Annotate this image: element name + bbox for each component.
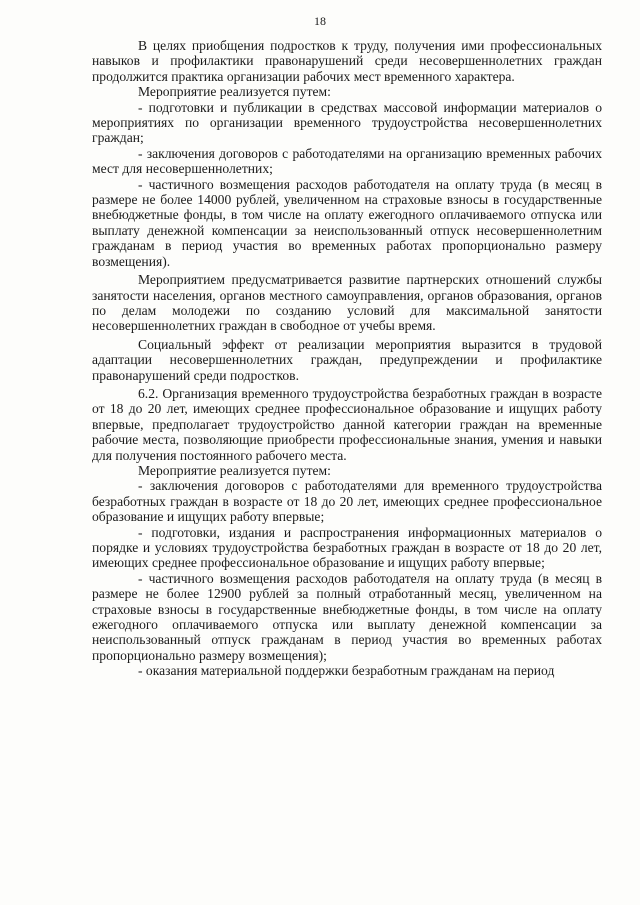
paragraph-social-effect: Социальный эффект от реализации мероприятия выразится в трудовой адаптации несовершеннолетних граждан, предупреждении и профилактике правонарушений среди подростков.	[92, 336, 602, 383]
document-body	[92, 38, 602, 679]
list-item-material-support: - оказания материальной поддержки безработным гражданам на период	[138, 663, 555, 679]
list-item-employer-contracts-18-20: - заключения договоров с работодателями для временного трудоустройства безработных граждан в возрасте от 18 до 20 лет, имеющих среднее профессиональное образование и ищущих работу впервые;	[92, 478, 602, 525]
list-item-info-materials: - подготовки, издания и распространения информационных материалов о порядке и условиях трудоустройства безработных граждан в возрасте от 18 до 20 лет, имеющих среднее профессиональное образование и ищущих работу впервые;	[92, 524, 602, 571]
list-item-employer-contracts: - заключения договоров с работодателями на организацию временных рабочих мест для несовершеннолетних;	[92, 145, 602, 177]
paragraph-partnership: Мероприятием предусматривается развитие партнерских отношений службы занятости населения, органов местного самоуправления, органов образования, органов по делам молодежи по созданию условий для максимальной занятости несовершеннолетних граждан в свободное от учебы время.	[92, 272, 602, 334]
paragraph-implemented-by: Мероприятие реализуется путем:	[138, 84, 331, 100]
paragraph-intro: В целях приобщения подростков к труду, получения ими профессиональных навыков и профилактики правонарушений среди несовершеннолетних граждан продолжится практика организации рабочих мест временного характера.	[92, 38, 602, 84]
page-number: 18	[314, 14, 326, 28]
paragraph-implemented-by-2: Мероприятие реализуется путем:	[138, 462, 331, 478]
list-item-wage-reimbursement-minors: - частичного возмещения расходов работодателя на оплату труда (в месяц в размере не более 14000 рублей, увеличенном на страховые взносы в государственные внебюджетные фонды, в том числе на оплату ежегодного оплачиваемого отпуска или выплату денежной компенсации за неиспользованный отпуск несовершеннолетним гражданам в период участия во временных работах пропорционально размеру возмещения).	[92, 176, 602, 269]
list-item-media-publication: - подготовки и публикации в средствах массовой информации материалов о мероприятиях по организации временного трудоустройства несовершеннолетних граждан;	[92, 99, 602, 146]
list-item-wage-reimbursement-18-20: - частичного возмещения расходов работодателя на оплату труда (в месяц в размере не более 12900 рублей за полный отработанный месяц, увеличенном на страховые взносы в государственные внебюджетные фонды, в том числе на оплату ежегодного оплачиваемого отпуска или выплату денежной компенсации за неиспользованный отпуск гражданам в период участия во временных работах пропорционально размеру возмещения);	[92, 570, 602, 663]
section-6-2-heading-paragraph: 6.2. Организация временного трудоустройства безработных граждан в возрасте от 18 до 20 лет, имеющих среднее профессиональное образование и ищущих работу впервые, предполагает трудоустройство данной категории граждан на временные рабочие места, позволяющие приобрести профессиональные знания, умения и навыки для получения постоянного рабочего места.	[92, 385, 602, 463]
